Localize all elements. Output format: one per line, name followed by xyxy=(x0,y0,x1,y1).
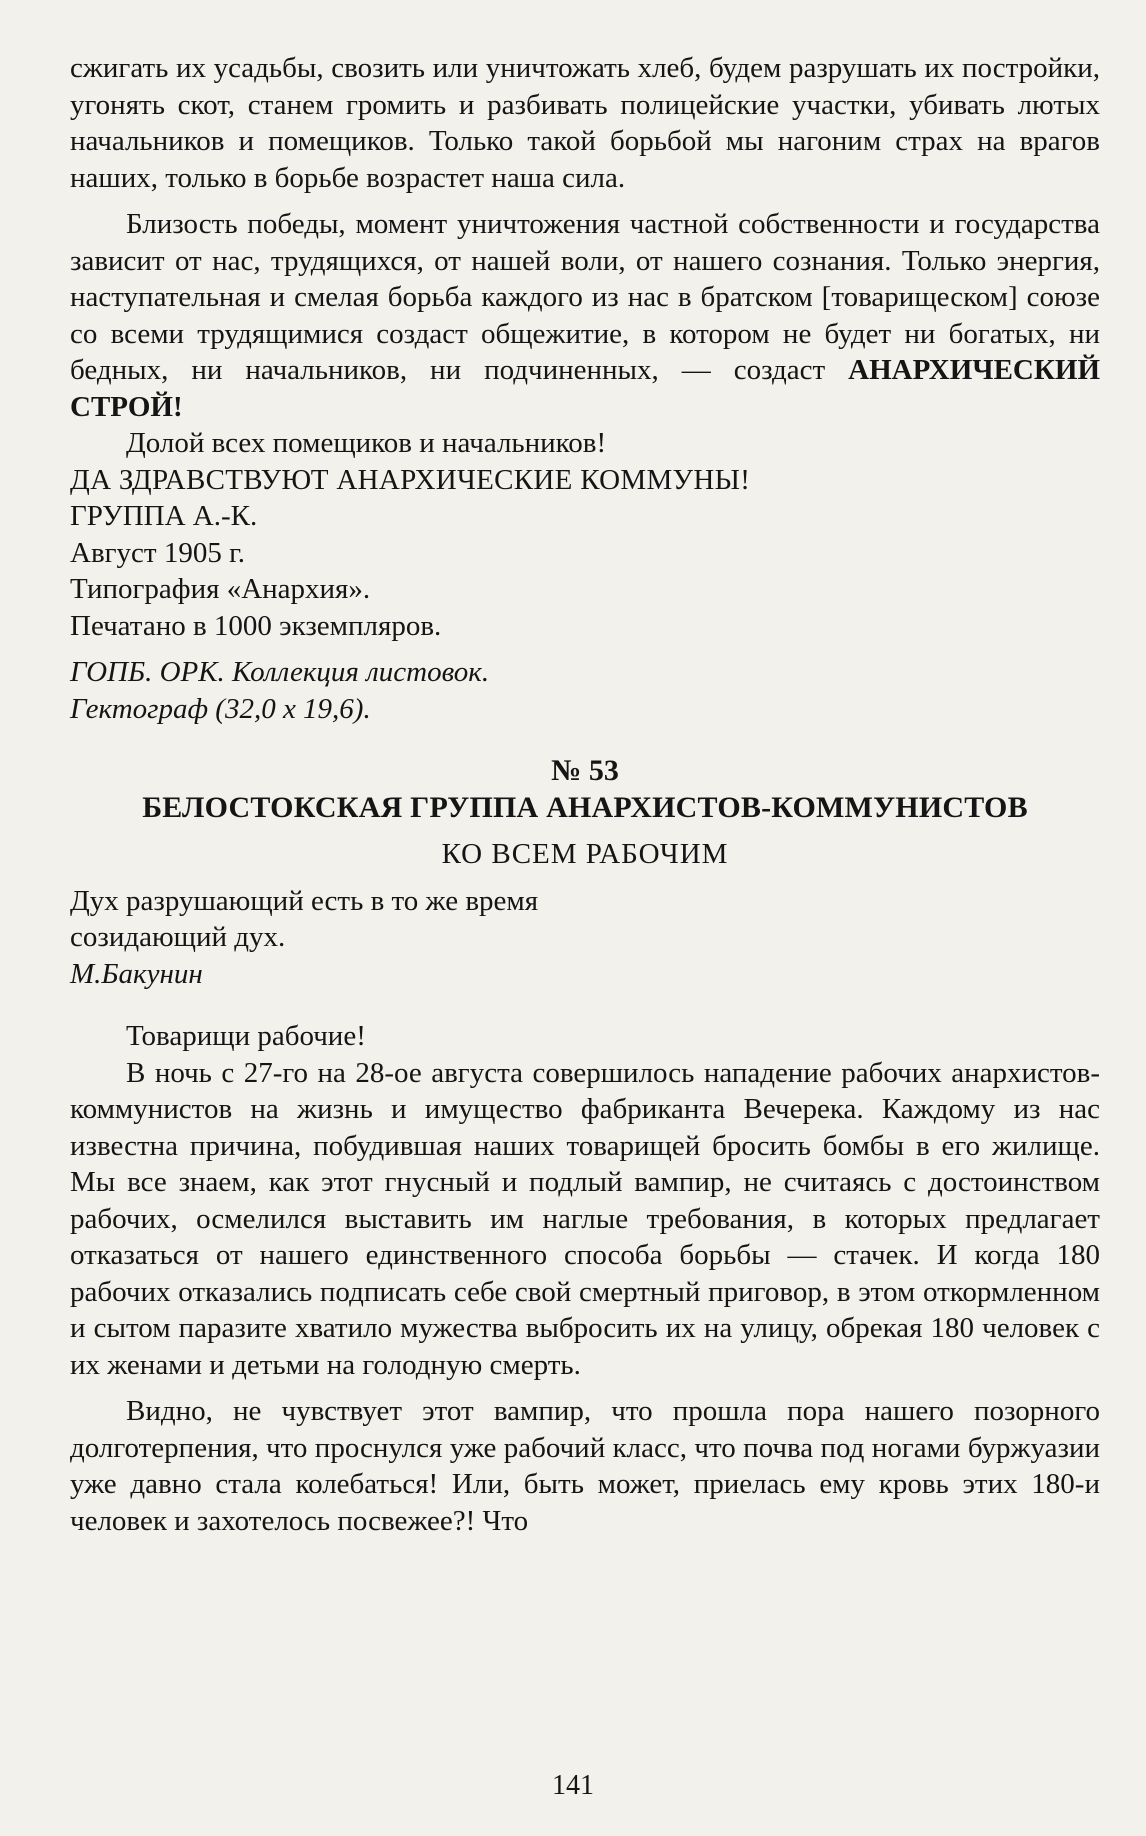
anarchic-order-emphasis: АНАРХИЧЕСКИЙ СТРОЙ! xyxy=(70,354,1100,423)
paragraph-attack: В ночь с 27-го на 28-ое августа совершилось нападение рабочих анархистов-коммунистов на жизнь и имущество фабриканта Вечерека. Каждому из нас известна причина, побудившая наших товарищей бросить бомбы в его жилище. Мы все знаем, как этот гнусный и подлый вампир, не считаясь с достоинством рабочих, осмелился выставить им наглые требования, в которых предлагает отказаться от нашего единственного способа борьбы — стачек. И когда 180 рабочих отказались подписать себе свой смертный приговор, в этом откормленном и сытом паразите хватило мужества выбросить их на улицу, обрекая 180 человек с их женами и детьми на голодную смерть. xyxy=(70,1056,1100,1381)
address-line: Товарищи рабочие! xyxy=(126,1020,366,1052)
paragraph-victory xyxy=(70,206,1100,425)
copies-line: Печатано в 1000 экземпляров. xyxy=(70,609,442,642)
slogan-down-with: Долой всех помещиков и начальников! xyxy=(126,427,607,459)
source-archive: ГОПБ. ОРК. Коллекция листовок. xyxy=(70,656,490,688)
press-line: Типография «Анархия». xyxy=(70,573,371,605)
paragraph-victory-text: Близость победы, момент уничтожения частной собственности и государства зависит от нас, трудящихся, от нашей воли, от нашего сознания. Только энергия, наступательная и смелая борьба каждого из нас в братском [товарищеском] союзе со всеми трудящимися создаст общежитие, в котором не будет ни богатых, ни бедных, ни начальников, ни подчиненных, — создаст xyxy=(70,208,1100,386)
group-title: БЕЛОСТОКСКАЯ ГРУППА АНАРХИСТОВ-КОММУНИСТОВ xyxy=(142,790,1028,824)
signature: ГРУППА А.-К. xyxy=(70,500,258,532)
text-block xyxy=(70,50,1100,1539)
slogan-long-live: ДА ЗДРАВСТВУЮТ АНАРХИЧЕСКИЕ КОММУНЫ! xyxy=(70,463,751,496)
document-number: № 53 xyxy=(551,754,619,787)
epigraph-line-1: Дух разрушающий есть в то же время xyxy=(70,884,539,917)
source-format: Гектограф (32,0 х 19,6). xyxy=(70,692,371,725)
leaflet-subtitle: КО ВСЕМ РАБОЧИМ xyxy=(441,838,729,870)
paragraph-vampire: Видно, не чувствует этот вампир, что прошла пора нашего позорного долготерпения, что проснулся уже рабочий класс, что почва под ногами буржуазии уже давно стала колебаться! Или, быть может, приелась ему кровь этих 180-и человек и захотелось посвежее?! Что xyxy=(70,1395,1100,1537)
page-number: 141 xyxy=(552,1770,594,1801)
paragraph-continuation: сжигать их усадьбы, свозить или уничтожать хлеб, будем разрушать их постройки, угонять скот, станем громить и разбивать полицейские участки, убивать лютых начальников и помещиков. Только такой борьбой мы нагоним страх на врагов наших, только в борьбе возрастет наша сила. xyxy=(70,52,1100,194)
epigraph-line-2: созидающий дух. xyxy=(70,921,286,953)
date-line: Август 1905 г. xyxy=(70,536,245,569)
epigraph-author: М.Бакунин xyxy=(70,957,203,990)
